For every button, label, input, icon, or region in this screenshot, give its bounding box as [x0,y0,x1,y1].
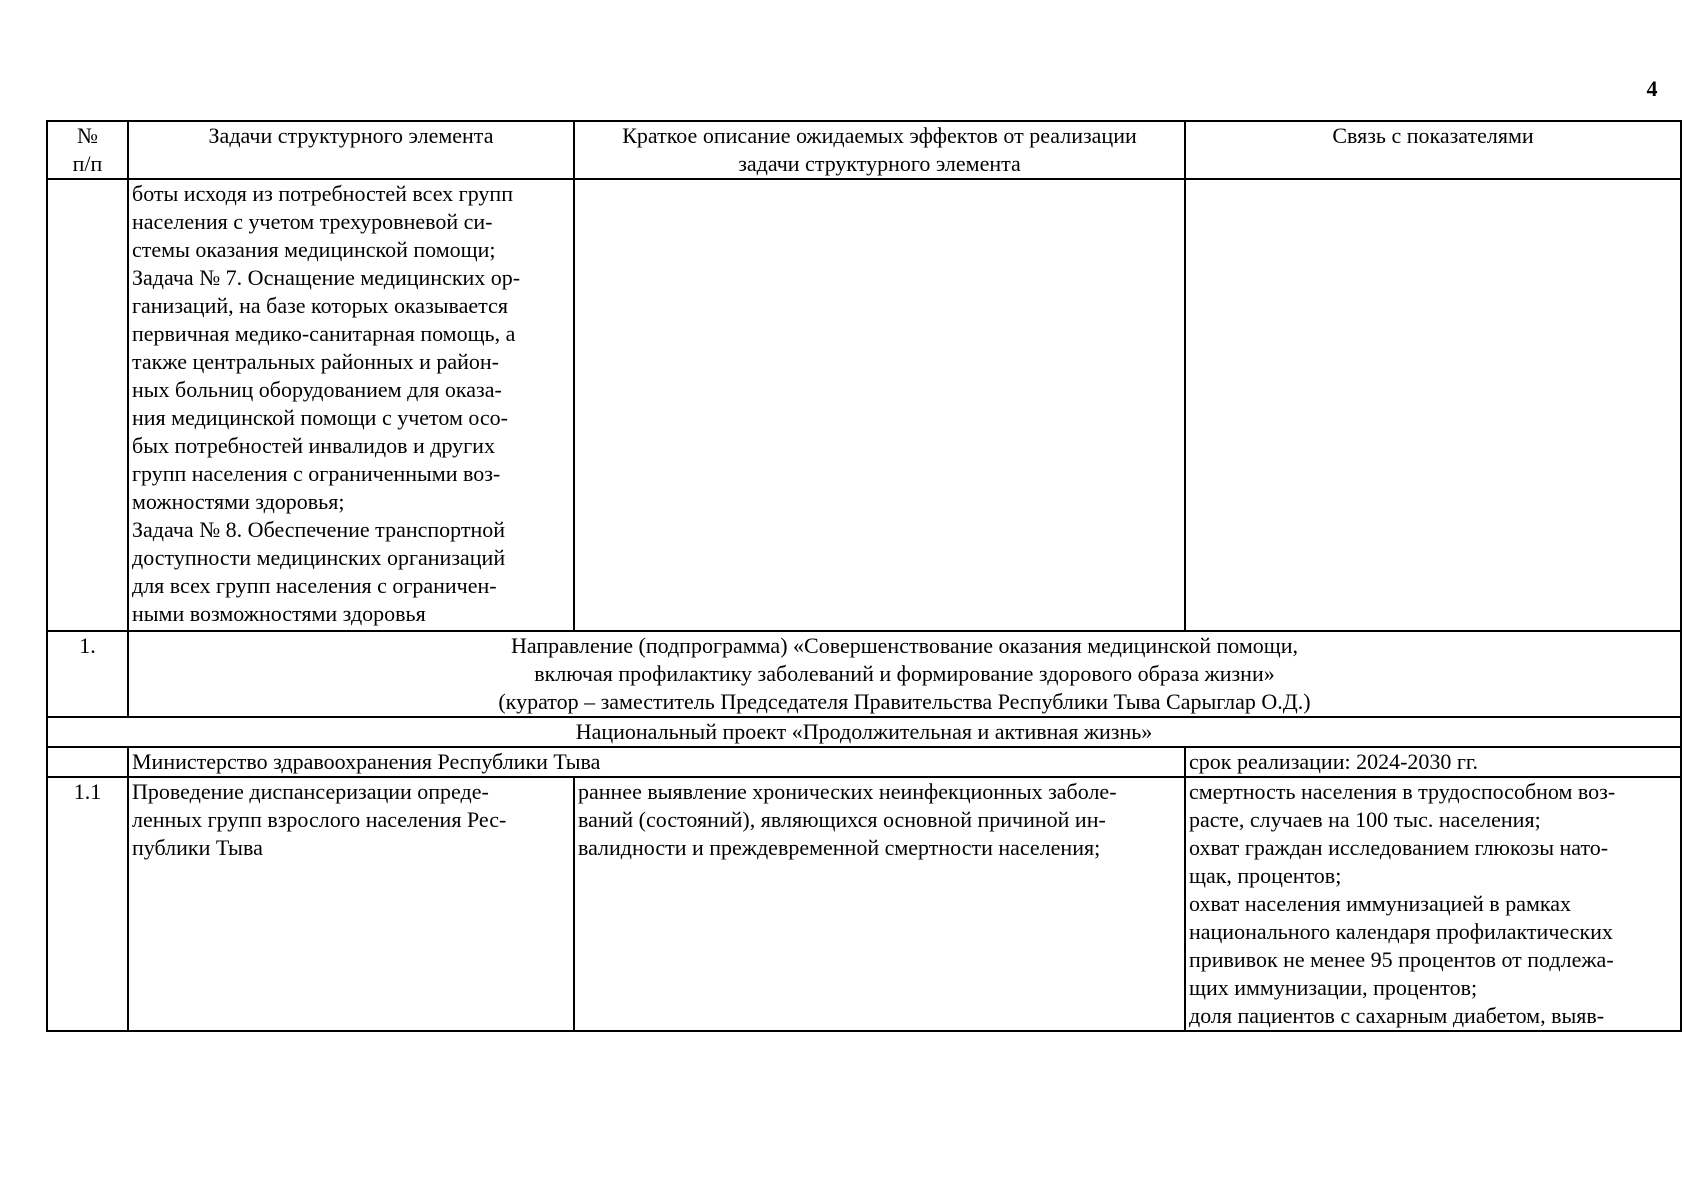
page-number: 4 [1646,76,1658,101]
text-line: доступности медицинских организаций [132,545,506,570]
cell-direction-num: 1. [47,631,128,717]
text-line: первичная медико-санитарная помощь, а [132,321,516,346]
text-line: ленных групп взрослого населения Рес- [132,807,507,832]
cell-indicators-empty [1185,179,1681,631]
text-line: бых потребностей инвалидов и других [132,433,495,458]
header-effects-line: Краткое описание ожидаемых эффектов от реализации [622,123,1137,148]
text-line: населения с учетом трехуровневой си- [132,209,493,234]
text-line: боты исходя из потребностей всех групп [132,181,513,206]
text-line: ганизаций, на базе которых оказывается [132,293,508,318]
text-line: охват населения иммунизацией в рамках [1189,891,1572,916]
direction-line: (куратор – заместитель Председателя Правительства Республики Тыва Сарыглар О.Д.) [498,689,1311,714]
cell-task-continuation [128,179,574,631]
header-indicators: Связь с показателями [1185,121,1681,179]
text-line: прививок не менее 95 процентов от подлежа- [1189,947,1614,972]
cell-row-indicators [1185,777,1681,1031]
program-table [46,120,1682,1032]
table-row-continuation [47,179,1681,631]
text-line: национального календаря профилактических [1189,919,1613,944]
text-line: ваний (состояний), являющихся основной причиной ин- [578,807,1106,832]
text-line: стемы оказания медицинской помощи; [132,237,496,262]
text-line: можностями здоровья; [132,489,345,514]
header-task: Задачи структурного элемента [128,121,574,179]
table-header-row [47,121,1681,179]
text-line: доля пациентов с сахарным диабетом, выяв- [1189,1003,1605,1028]
header-effects-line: задачи структурного элемента [738,151,1021,176]
cell-row-effects [574,777,1185,1031]
table-row-national-project [47,717,1681,747]
header-num-line: п/п [72,151,103,176]
text-line: Задача № 8. Обеспечение транспортной [132,517,506,542]
text-line: ния медицинской помощи с учетом осо- [132,405,509,430]
text-line: щих иммунизации, процентов; [1189,975,1478,1000]
direction-line: включая профилактику заболеваний и формирование здорового образа жизни» [534,661,1275,686]
header-num [47,121,128,179]
text-line: для всех групп населения с ограничен- [132,573,497,598]
cell-num-empty [47,179,128,631]
header-num-line: № [77,123,98,148]
table-row-1-1 [47,777,1681,1031]
cell-effects-empty [574,179,1185,631]
text-line: групп населения с ограниченными воз- [132,461,501,486]
text-line: Задача № 7. Оснащение медицинских ор- [132,265,521,290]
text-line: щак, процентов; [1189,863,1342,888]
text-line: ными возможностями здоровья [132,601,426,626]
text-line: валидности и преждевременной смертности населения; [578,835,1101,860]
cell-ministry-name: Министерство здравоохранения Республики Тыва [128,747,1185,777]
table-row-ministry [47,747,1681,777]
text-line: охват граждан исследованием глюкозы нато- [1189,835,1609,860]
cell-national-project: Национальный проект «Продолжительная и активная жизнь» [47,717,1681,747]
cell-ministry-num-empty [47,747,128,777]
cell-ministry-term: срок реализации: 2024-2030 гг. [1185,747,1681,777]
text-line: смертность населения в трудоспособном воз- [1189,779,1616,804]
cell-direction-title [128,631,1681,717]
text-line: расте, случаев на 100 тыс. населения; [1189,807,1541,832]
text-line: также центральных районных и район- [132,349,500,374]
cell-row-task [128,777,574,1031]
text-line: раннее выявление хронических неинфекционных заболе- [578,779,1117,804]
text-line: ных больниц оборудованием для оказа- [132,377,502,402]
text-line: Проведение диспансеризации опреде- [132,779,489,804]
text-line: публики Тыва [132,835,263,860]
direction-line: Направление (подпрограмма) «Совершенствование оказания медицинской помощи, [510,633,1299,658]
table-row-direction [47,631,1681,717]
cell-row-num: 1.1 [47,777,128,1031]
header-effects [574,121,1185,179]
